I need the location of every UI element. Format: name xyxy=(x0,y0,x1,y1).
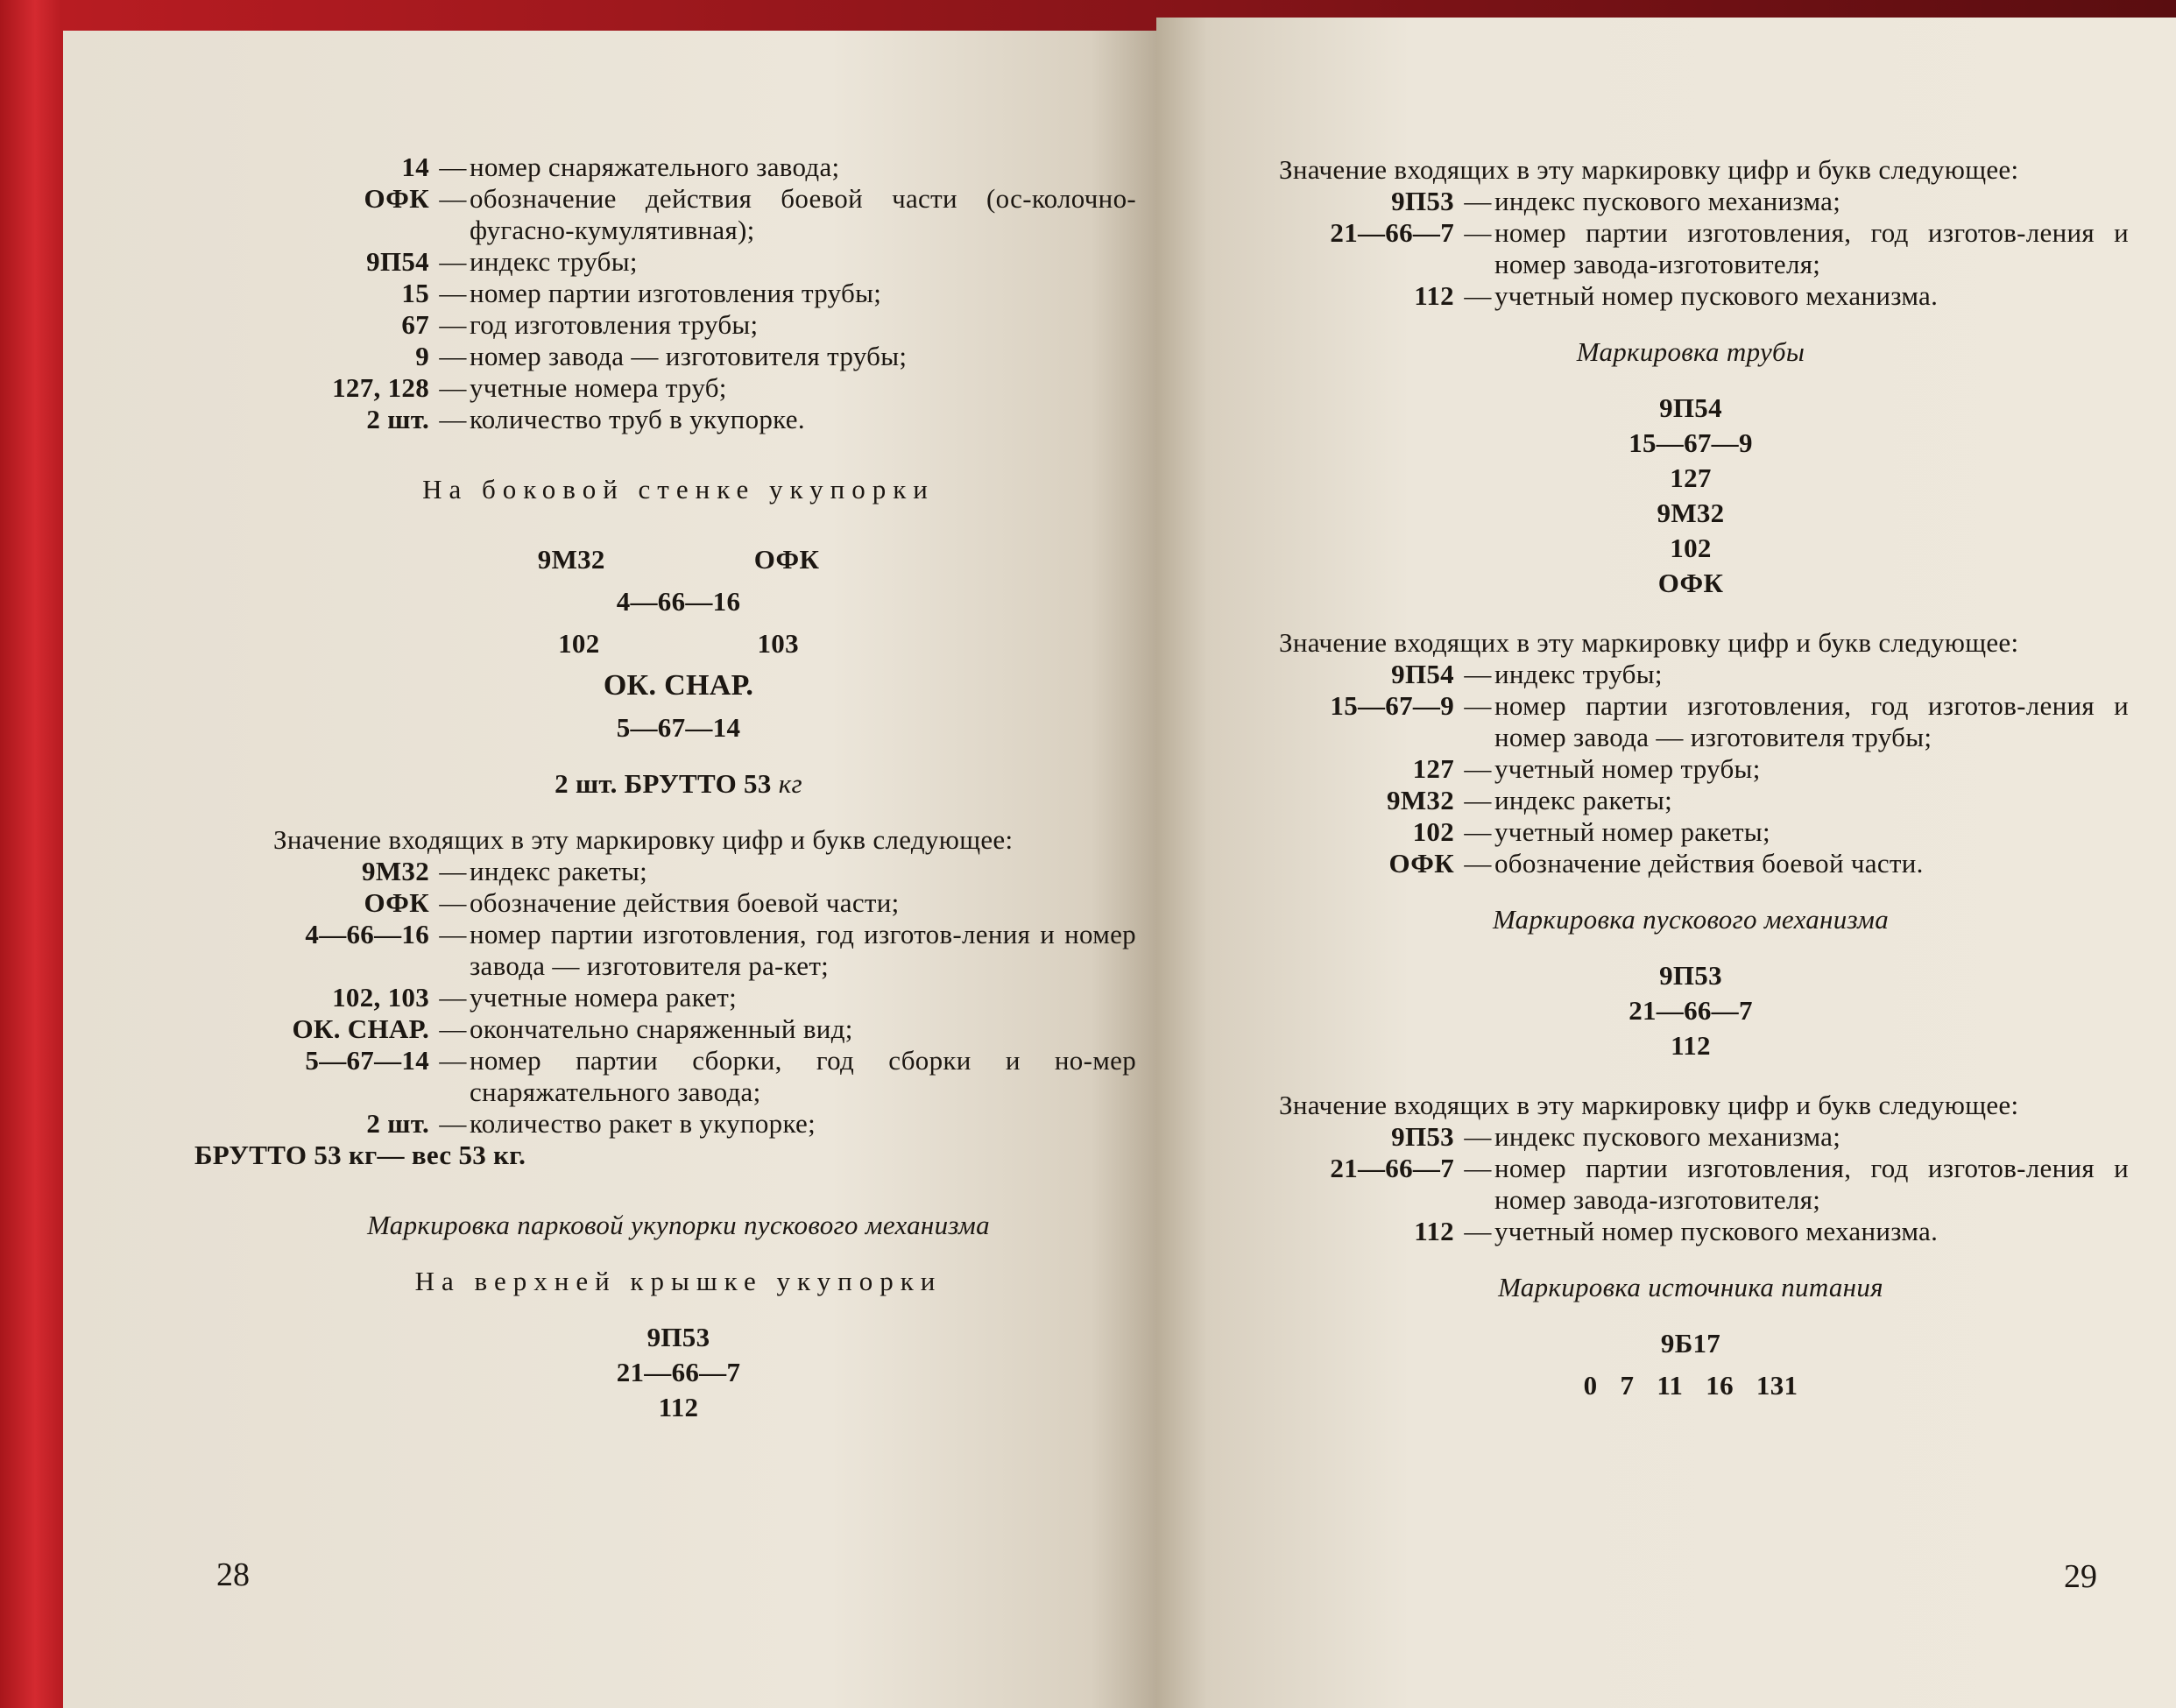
left-legend-block-1 xyxy=(221,152,1136,435)
legend-row xyxy=(1253,280,2129,312)
legend-row xyxy=(221,341,1136,372)
legend-dash: — xyxy=(439,887,467,918)
marking-line: 21—66—7 xyxy=(616,1357,741,1387)
legend-key: ОФК xyxy=(364,183,429,214)
legend-dash: — xyxy=(439,246,467,277)
marking-line: 9М32 xyxy=(1657,498,1725,528)
legend-text: учетные номера ракет; xyxy=(470,982,737,1013)
legend-text: обозначение действия боевой части (ос-колочно-фугасно-кумулятивная); xyxy=(470,183,1136,245)
meaning-intro-left: Значение входящих в эту маркировку цифр и букв следующее: xyxy=(273,824,1014,855)
legend-row xyxy=(1253,816,2129,848)
legend-row xyxy=(1253,1121,2129,1153)
legend-dash: — xyxy=(439,1108,467,1139)
legend-dash: — xyxy=(1464,186,1492,216)
left-page xyxy=(63,31,1156,1708)
legend-dash: — xyxy=(439,372,467,403)
legend-key: 102 xyxy=(1412,816,1454,847)
legend-row xyxy=(1253,753,2129,785)
legend-dash: — xyxy=(1464,690,1492,721)
legend-key: 102, 103 xyxy=(332,982,429,1013)
legend-key: ОФК xyxy=(1388,848,1454,879)
legend-row xyxy=(1253,785,2129,816)
legend-row xyxy=(221,887,1136,919)
legend-text: индекс пускового механизма; xyxy=(1494,1121,1841,1152)
left-page-content xyxy=(194,152,1136,1427)
legend-text: номер партии изготовления трубы; xyxy=(470,278,882,308)
legend-key: ОК. СНАР. xyxy=(292,1013,429,1044)
legend-key: 5—67—14 xyxy=(305,1045,429,1076)
brutto-explanation: БРУТТО 53 кг— вес 53 кг. xyxy=(194,1140,526,1170)
right-legend-block-2 xyxy=(1253,659,2129,879)
legend-dash: — xyxy=(1464,785,1492,815)
right-legend-block-1 xyxy=(1253,186,2129,312)
mark-number-1: 102 xyxy=(558,628,600,659)
legend-text: учетный номер трубы; xyxy=(1494,753,1761,784)
mark-number-2: 103 xyxy=(757,628,799,659)
mark-assembly-batch: 5—67—14 xyxy=(616,712,741,743)
legend-dash: — xyxy=(1464,1153,1492,1183)
legend-dash: — xyxy=(1464,848,1492,879)
legend-dash: — xyxy=(439,919,467,949)
legend-text: год изготовления трубы; xyxy=(470,309,759,340)
marking-line: 15—67—9 xyxy=(1628,427,1753,458)
right-page xyxy=(1156,18,2176,1708)
legend-row xyxy=(1253,1216,2129,1247)
legend-text: количество ракет в укупорке; xyxy=(470,1108,816,1139)
legend-key: 9М32 xyxy=(362,856,429,886)
legend-key: 127 xyxy=(1412,753,1454,784)
mark-warhead-code: ОФК xyxy=(753,544,820,575)
legend-row xyxy=(221,982,1136,1013)
legend-row xyxy=(221,246,1136,278)
legend-row xyxy=(221,152,1136,183)
legend-key: 67 xyxy=(401,309,429,340)
tube-marking-heading: Маркировка трубы xyxy=(1576,336,1805,367)
marking-line: 9П53 xyxy=(646,1322,710,1352)
legend-row xyxy=(221,1045,1136,1108)
legend-dash: — xyxy=(439,1045,467,1076)
legend-row xyxy=(221,1108,1136,1140)
legend-dash: — xyxy=(1464,659,1492,689)
legend-text: учетные номера труб; xyxy=(470,372,727,403)
mark-brutto: 2 шт. БРУТТО 53 кг xyxy=(555,768,802,799)
legend-text: индекс пускового механизма; xyxy=(1494,186,1841,216)
legend-text: окончательно снаряженный вид; xyxy=(470,1013,853,1044)
legend-dash: — xyxy=(1464,217,1492,248)
page-number-right: 29 xyxy=(2064,1558,2097,1595)
marking-line: ОФК xyxy=(1657,568,1724,598)
legend-text: номер партии изготовления, год изготов-ления и номер завода — изготовителя трубы; xyxy=(1494,690,2129,752)
power-source-heading: Маркировка источника питания xyxy=(1498,1272,1883,1302)
side-wall-heading: На боковой стенке укупорки xyxy=(422,474,935,505)
power-mark-index: 9Б17 xyxy=(1660,1328,1721,1359)
legend-key: 14 xyxy=(401,152,429,182)
top-cover-marking xyxy=(221,1322,1136,1423)
legend-row xyxy=(1253,217,2129,280)
legend-text: учетный номер пускового механизма. xyxy=(1494,280,1939,311)
legend-key: 15—67—9 xyxy=(1330,690,1454,721)
section-heading-parking-pack: Маркировка парковой укупорки пускового механизма xyxy=(367,1210,990,1240)
legend-key: 15 xyxy=(401,278,429,308)
legend-dash: — xyxy=(1464,1216,1492,1246)
mark-ok-snar: ОК. СНАР. xyxy=(603,669,754,702)
marking-line: 127 xyxy=(1670,462,1712,493)
legend-key: 21—66—7 xyxy=(1330,217,1454,248)
legend-row xyxy=(221,404,1136,435)
legend-key: 9 xyxy=(415,341,429,371)
legend-dash: — xyxy=(439,152,467,182)
legend-dash: — xyxy=(439,341,467,371)
meaning-intro-right-2: Значение входящих в эту маркировку цифр и букв следующее: xyxy=(1279,627,2019,658)
legend-dash: — xyxy=(439,183,467,214)
legend-row xyxy=(1253,186,2129,217)
legend-row xyxy=(1253,848,2129,879)
marking-line: 102 xyxy=(1670,533,1712,563)
legend-row xyxy=(221,919,1136,982)
legend-text: номер партии изготовления, год изготов-ления и номер завода-изготовителя; xyxy=(1494,1153,2129,1215)
legend-key: 127, 128 xyxy=(332,372,429,403)
legend-dash: — xyxy=(439,404,467,434)
side-wall-marking xyxy=(221,544,1136,800)
legend-row xyxy=(221,309,1136,341)
legend-key: 9П54 xyxy=(1391,659,1454,689)
legend-text: учетный номер пускового механизма. xyxy=(1494,1216,1939,1246)
legend-row xyxy=(221,183,1136,246)
legend-text: индекс трубы; xyxy=(470,246,638,277)
marking-line: 112 xyxy=(1671,1030,1711,1061)
meaning-intro-right-1: Значение входящих в эту маркировку цифр и букв следующее: xyxy=(1279,154,2019,185)
marking-line: 21—66—7 xyxy=(1628,995,1753,1026)
legend-text: индекс ракеты; xyxy=(1494,785,1673,815)
marking-line: 9П54 xyxy=(1659,392,1722,423)
legend-key: 9П54 xyxy=(366,246,429,277)
legend-key: 112 xyxy=(1414,280,1454,311)
legend-dash: — xyxy=(1464,280,1492,311)
meaning-intro-right-3: Значение входящих в эту маркировку цифр и букв следующее: xyxy=(1279,1090,2019,1120)
legend-dash: — xyxy=(439,278,467,308)
marking-line: 112 xyxy=(658,1392,699,1422)
legend-text: номер партии изготовления, год изготов-ления и номер завода-изготовителя; xyxy=(1494,217,2129,279)
top-cover-heading: На верхней крышке укупорки xyxy=(414,1266,943,1296)
legend-row xyxy=(1253,659,2129,690)
legend-text: обозначение действия боевой части. xyxy=(1494,848,1924,879)
power-mark-numbers: 0 7 11 16 131 xyxy=(1583,1370,1798,1401)
legend-key: ОФК xyxy=(364,887,429,918)
legend-dash: — xyxy=(1464,753,1492,784)
legend-dash: — xyxy=(439,856,467,886)
legend-text: учетный номер ракеты; xyxy=(1494,816,1770,847)
legend-dash: — xyxy=(1464,816,1492,847)
mark-rocket-index: 9М32 xyxy=(537,544,605,575)
legend-row xyxy=(221,1013,1136,1045)
launcher-marking xyxy=(1253,960,2129,1062)
tube-marking xyxy=(1253,392,2129,599)
legend-dash: — xyxy=(439,309,467,340)
legend-text: номер снаряжательного завода; xyxy=(470,152,840,182)
legend-key: 9П53 xyxy=(1391,186,1454,216)
legend-text: индекс ракеты; xyxy=(470,856,648,886)
legend-row xyxy=(221,856,1136,887)
launcher-marking-heading: Маркировка пускового механизма xyxy=(1492,904,1890,935)
legend-row xyxy=(1253,690,2129,753)
right-legend-block-3 xyxy=(1253,1121,2129,1247)
page-number-left: 28 xyxy=(216,1556,250,1593)
marking-line: 9П53 xyxy=(1659,960,1722,991)
legend-dash: — xyxy=(439,1013,467,1044)
legend-key: 21—66—7 xyxy=(1330,1153,1454,1183)
legend-text: номер партии сборки, год сборки и но-мер снаряжательного завода; xyxy=(470,1045,1136,1107)
legend-row xyxy=(221,278,1136,309)
legend-text: обозначение действия боевой части; xyxy=(470,887,900,918)
right-page-content xyxy=(1253,154,2129,1401)
legend-row xyxy=(1253,1153,2129,1216)
legend-key: 9М32 xyxy=(1387,785,1454,815)
mark-batch: 4—66—16 xyxy=(616,586,741,617)
legend-key: 4—66—16 xyxy=(305,919,429,949)
legend-key: 112 xyxy=(1414,1216,1454,1246)
legend-dash: — xyxy=(439,982,467,1013)
legend-text: индекс трубы; xyxy=(1494,659,1663,689)
legend-key: 2 шт. xyxy=(366,1108,429,1139)
legend-key: 2 шт. xyxy=(366,404,429,434)
legend-text: номер партии изготовления, год изготов-ления и номер завода — изготовителя ра-кет; xyxy=(470,919,1136,981)
legend-dash: — xyxy=(1464,1121,1492,1152)
legend-text: номер завода — изготовителя трубы; xyxy=(470,341,908,371)
legend-text: количество труб в укупорке. xyxy=(470,404,805,434)
legend-row xyxy=(221,372,1136,404)
legend-key: 9П53 xyxy=(1391,1121,1454,1152)
left-legend-block-2 xyxy=(221,856,1136,1140)
